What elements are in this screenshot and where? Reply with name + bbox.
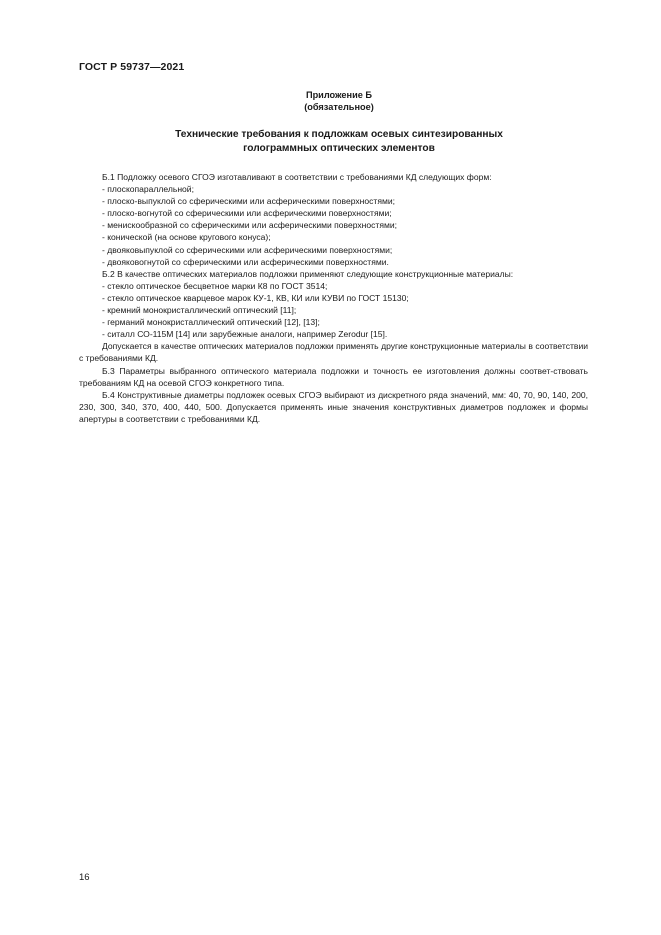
list-item: - конической (на основе кругового конуса); <box>102 232 271 243</box>
list-item: - двояковогнутой со сферическими или асферическими поверхностями. <box>102 256 389 267</box>
section-title-line-2: голограммных оптических элементов <box>243 142 435 154</box>
clause-b4: Б.4 Конструктивные диаметры подложек осевых СГОЭ выбирают из дискретного ряда значений, мм: 40, 70, 90, 140, 200, 230, 300, 340, 370, 400, 440, 500. Допускается применять иные значения конструктивных диаметров подложек и формы апертуры в соответствии с требованиями КД. <box>79 389 588 424</box>
document-code: ГОСТ Р 59737—2021 <box>79 61 185 73</box>
page-number: 16 <box>79 872 90 883</box>
list-item: - плоскопараллельной; <box>102 184 194 195</box>
body-text <box>79 171 588 425</box>
list-item: - двояковыпуклой со сферическими или асферическими поверхностями; <box>102 244 393 255</box>
list-item: - кремний монокристаллический оптический [11]; <box>102 305 297 316</box>
clause-b2-intro: Б.2 В качестве оптических материалов подложки применяют следующие конструкционные материалы: <box>102 268 514 279</box>
list-item: - плоско-выпуклой со сферическими или асферическими поверхностями; <box>102 196 395 207</box>
section-title-line-1: Технические требования к подложкам осевых синтезированных <box>175 129 503 140</box>
clause-b2-note: Допускается в качестве оптических материалов подложки применять другие конструкционные материалы в соответствии с требованиями КД. <box>79 341 588 364</box>
annex-status: (обязательное) <box>304 102 374 112</box>
annex-heading <box>79 89 599 113</box>
clause-b1-intro: Б.1 Подложку осевого СГОЭ изготавливают в соответствии с требованиями КД следующих форм: <box>102 172 492 182</box>
clause-b3: Б.3 Параметры выбранного оптического материала подложки и точность ее изготовления должны соответ-ствовать требованиям КД на осевой СГОЭ конкретного типа. <box>79 365 588 388</box>
list-item: - германий монокристаллический оптический [12], [13]; <box>102 317 320 328</box>
list-item: - плоско-вогнутой со сферическими или асферическими поверхностями; <box>102 208 392 219</box>
section-title <box>79 128 599 155</box>
list-item: - менискообразной со сферическими или асферическими поверхностями; <box>102 220 398 231</box>
annex-title: Приложение Б <box>305 90 373 100</box>
list-item: - стекло оптическое кварцевое марок КУ-1, КВ, КИ или КУВИ по ГОСТ 15130; <box>102 292 409 303</box>
list-item: - ситалл СО-115М [14] или зарубежные аналоги, например Zerodur [15]. <box>102 329 388 340</box>
list-item: - стекло оптическое бесцветное марки К8 по ГОСТ 3514; <box>102 280 328 291</box>
